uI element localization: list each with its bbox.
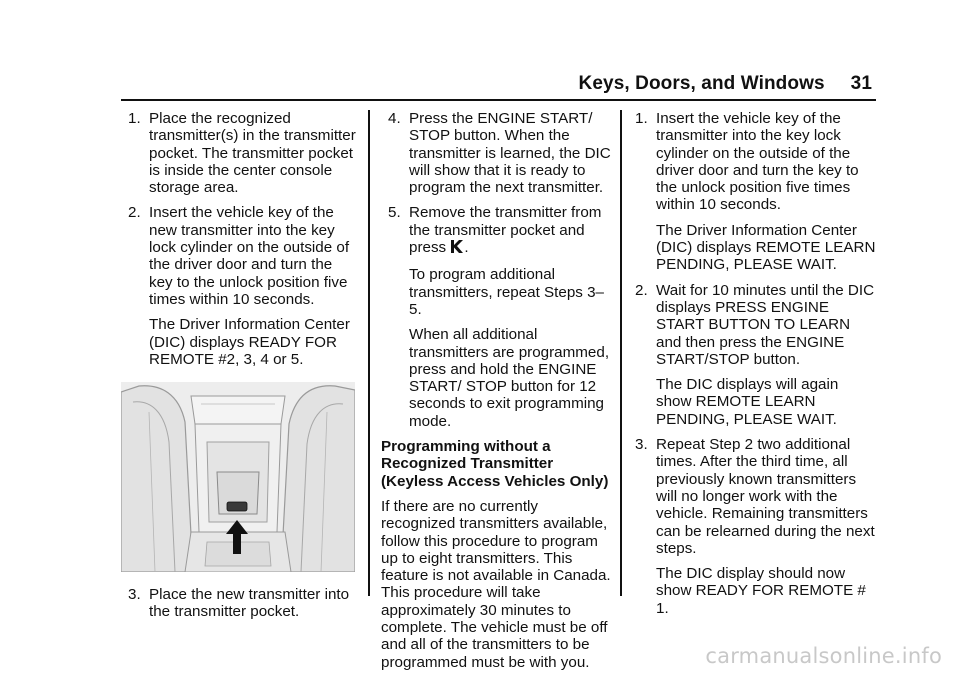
section-heading: Programming without a Recognized Transmitter (Keyless Access Vehicles Only) bbox=[381, 438, 609, 490]
page-number: 31 bbox=[850, 73, 872, 94]
col2-step-5-note-1: To program additional transmitters, repeat Steps 3–5. bbox=[409, 266, 604, 318]
step-text: Place the recognized transmitter(s) in the transmitter pocket. The transmitter pocket is inside the center console storage area. bbox=[149, 110, 356, 197]
step-text: Place the new transmitter into the transmitter pocket. bbox=[149, 586, 350, 621]
col2-step-5 bbox=[381, 204, 613, 258]
step-number: 1. bbox=[635, 110, 648, 127]
step-text: Insert the vehicle key of the new transmitter into the key lock cylinder on the outside of the driver door and turn the key to the unlock position five times within 10 seconds. bbox=[149, 204, 350, 308]
col3-step-1-note: The Driver Information Center (DIC) displays REMOTE LEARN PENDING, PLEASE WAIT. bbox=[656, 221, 876, 274]
col3-step-1 bbox=[628, 110, 876, 214]
key-unlock-icon bbox=[450, 239, 464, 258]
col3-step-2-note: The DIC displays will again show REMOTE LEARN PENDING, PLEASE WAIT. bbox=[656, 376, 839, 428]
column-1 bbox=[121, 110, 359, 629]
step-text: Repeat Step 2 two additional times. After the third time, all previously known transmitters will no longer work with the vehicle. Remaining transmitters can be relearned during the next steps. bbox=[656, 436, 875, 557]
header-rule bbox=[121, 99, 876, 101]
section-paragraph: If there are no currently recognized transmitters available, follow this procedure to program up to eight transmitters. This feature is not available in Canada. This procedure will take approximately 30 minutes to complete. The vehicle must be off and all of the transmitters to be programmed must be with you. bbox=[381, 497, 611, 671]
column-2 bbox=[381, 110, 613, 679]
step-text: Remove the transmitter from the transmitter pocket and press bbox=[409, 204, 602, 257]
step-text: Wait for 10 minutes until the DIC displays PRESS ENGINE START BUTTON TO LEARN and then press the ENGINE START/STOP button. bbox=[656, 281, 875, 368]
step-number: 2. bbox=[635, 281, 648, 299]
step-number: 1. bbox=[128, 110, 141, 127]
step-text: Press the ENGINE START/ STOP button. When the transmitter is learned, the DIC will show that it is ready to program the next transmitter. bbox=[409, 110, 611, 197]
col1-step-2-note: The Driver Information Center (DIC) displays READY FOR REMOTE #2, 3, 4 or 5. bbox=[149, 316, 350, 368]
column-divider-2 bbox=[620, 110, 622, 596]
col1-step-2 bbox=[121, 204, 359, 308]
step-text-end: . bbox=[464, 239, 469, 257]
page-header bbox=[572, 73, 872, 95]
step-text: Insert the vehicle key of the transmitter into the key lock cylinder on the outside of the driver door and turn the key to the unlock position five times within 10 seconds. bbox=[656, 110, 859, 214]
col3-step-2 bbox=[628, 282, 876, 368]
section-title: Keys, Doors, and Windows bbox=[578, 73, 825, 94]
col2-step-5-note-2: When all additional transmitters are programmed, press and hold the ENGINE START/ STOP button for 12 seconds to exit programming mode. bbox=[409, 326, 610, 430]
console-pocket-illustration bbox=[121, 382, 355, 572]
col1-step-1 bbox=[121, 110, 359, 196]
step-number: 2. bbox=[128, 204, 141, 222]
column-divider-1 bbox=[368, 110, 370, 596]
step-number: 3. bbox=[128, 586, 141, 604]
step-number: 5. bbox=[388, 204, 401, 222]
watermark: carmanualsonline.info bbox=[705, 644, 942, 668]
col3-step-3-note: The DIC display should now show READY FOR REMOTE # 1. bbox=[656, 565, 866, 617]
console-pocket-figure bbox=[121, 382, 355, 572]
col1-step-3 bbox=[121, 586, 359, 621]
col3-step-3 bbox=[628, 436, 876, 557]
step-number: 3. bbox=[635, 436, 648, 454]
step-number: 4. bbox=[388, 110, 401, 127]
column-3 bbox=[628, 110, 876, 625]
col2-step-4 bbox=[381, 110, 613, 196]
